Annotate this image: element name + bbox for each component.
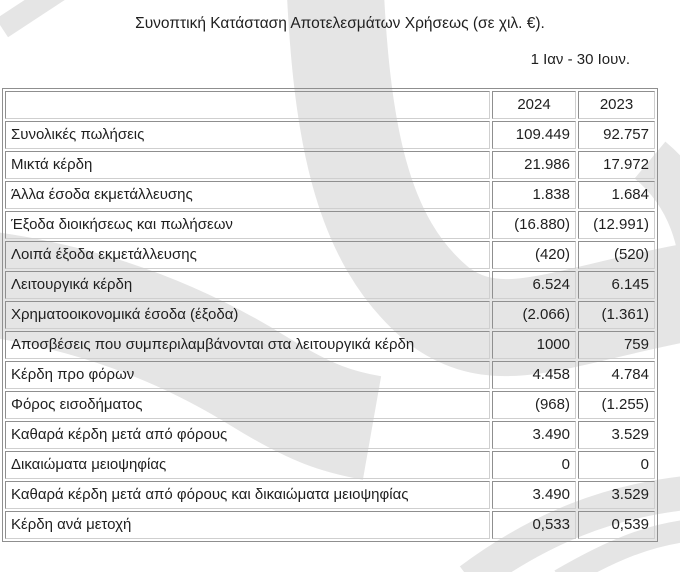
row-value-2024: 109.449 [492,121,576,149]
row-value-2024: 21.986 [492,151,576,179]
row-value-2023: 4.784 [578,361,655,389]
table-row [5,361,655,389]
row-value-2024: 0,533 [492,511,576,539]
row-value-2024: 6.524 [492,271,576,299]
table-header-row [5,91,655,119]
row-label: Κέρδη προ φόρων [5,361,490,389]
row-value-2023: (12.991) [578,211,655,239]
row-value-2024: 3.490 [492,421,576,449]
row-value-2023: 1.684 [578,181,655,209]
row-value-2024: 0 [492,451,576,479]
table-body [5,121,655,539]
table-row [5,181,655,209]
row-value-2024: (968) [492,391,576,419]
row-label: Καθαρά κέρδη μετά από φόρους [5,421,490,449]
table-row [5,271,655,299]
column-header-2023: 2023 [578,91,655,119]
row-label: Χρηματοοικονομικά έσοδα (έξοδα) [5,301,490,329]
row-value-2023: 0,539 [578,511,655,539]
row-label: Λειτουργικά κέρδη [5,271,490,299]
table-row [5,151,655,179]
table-row [5,301,655,329]
row-value-2024: 4.458 [492,361,576,389]
row-label: Καθαρά κέρδη μετά από φόρους και δικαιώματα μειοψηφίας [5,481,490,509]
table-row [5,421,655,449]
row-value-2024: (2.066) [492,301,576,329]
row-value-2024: 1.838 [492,181,576,209]
row-value-2024: (420) [492,241,576,269]
row-label: Άλλα έσοδα εκμετάλλευσης [5,181,490,209]
row-label: Λοιπά έξοδα εκμετάλλευσης [5,241,490,269]
row-label: Συνολικές πωλήσεις [5,121,490,149]
table-row [5,121,655,149]
row-label: Δικαιώματα μειοψηφίας [5,451,490,479]
row-value-2023: (1.255) [578,391,655,419]
row-label: Μικτά κέρδη [5,151,490,179]
row-label: Κέρδη ανά μετοχή [5,511,490,539]
row-value-2024: (16.880) [492,211,576,239]
table-row [5,451,655,479]
row-value-2023: 759 [578,331,655,359]
table-row [5,481,655,509]
row-value-2024: 3.490 [492,481,576,509]
financial-table-container [2,88,658,542]
table-row [5,211,655,239]
column-header-blank [5,91,490,119]
row-value-2023: 0 [578,451,655,479]
row-label: Έξοδα διοικήσεως και πωλήσεων [5,211,490,239]
row-value-2023: 6.145 [578,271,655,299]
page-title: Συνοπτική Κατάσταση Αποτελεσμάτων Χρήσεως (σε χιλ. €). [135,15,545,32]
row-value-2024: 1000 [492,331,576,359]
period-label: 1 Ιαν - 30 Ιουν. [530,51,630,68]
row-value-2023: 3.529 [578,481,655,509]
column-header-2024: 2024 [492,91,576,119]
financial-table [2,88,658,542]
row-label: Αποσβέσεις που συμπεριλαμβάνονται στα λειτουργικά κέρδη [5,331,490,359]
table-row [5,331,655,359]
row-value-2023: (520) [578,241,655,269]
row-value-2023: 3.529 [578,421,655,449]
row-value-2023: 92.757 [578,121,655,149]
table-row [5,241,655,269]
table-row [5,511,655,539]
row-value-2023: 17.972 [578,151,655,179]
row-label: Φόρος εισοδήματος [5,391,490,419]
row-value-2023: (1.361) [578,301,655,329]
table-row [5,391,655,419]
